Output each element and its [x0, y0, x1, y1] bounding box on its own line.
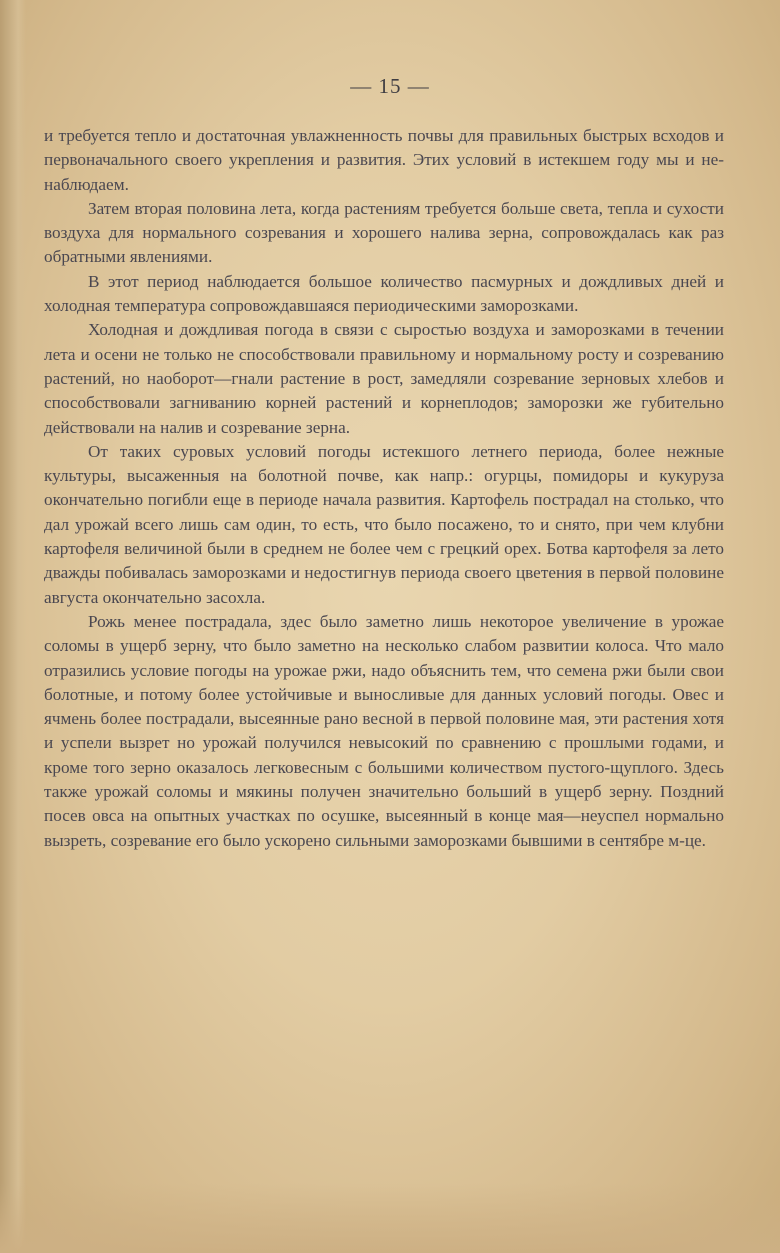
paragraph-cold-weather: Холодная и дождливая погода в связи с сыростью воздуха и заморозками в течении лета и осени не только не способствовали правильному и нормальному росту и созреванию растений, но наоборот—гнали растение в рост, замедляли созревание зерновых хлебов и способствовали загниванию корней растений и корнеплодов; заморозки же губительно действовали на налив и созревание зерна. [44, 320, 724, 437]
paragraph-continuation: и требуется тепло и достаточная увлажненность почвы для правильных быстрых всходов и первоначального своего укрепления и развития. Этих условий в истекшем году мы и не-наблюдаем. [44, 126, 724, 194]
paragraph-rye-oats-barley: Рожь менее пострадала, здес было заметно лишь некоторое увеличение в урожае соломы в ущерб зерну, что было заметно на несколько слабом развитии колоса. Что мало отразились условие погоды на урожае ржи, надо объяснить тем, что семена ржи были свои болотные, и потому более устойчивые и выносливые для данных условий погоды. Овес и ячмень более пострадали, высеянные рано весной в первой половине мая, эти растения хотя и успели вызрет но урожай получился невысокий по сравнению с прошлыми годами, и кроме того зерно оказалось легковесным с большими количеством пустого-щуплого. Здесь также урожай соломы и мякины получен значительно больший в ущерб зерну. Поздний посев овса на опытных участках по осушке, высеянный в конце мая—неуспел нормально вызреть, созревание его было ускорено сильными заморозками бывшими в сентябре м-це. [44, 611, 724, 850]
page-bottom-edge [0, 1183, 780, 1253]
paragraph-crop-damage: От таких суровых условий погоды истекшого летнего периода, более нежные культуры, высаженныя на болотной почве, как напр.: огурцы, помидоры и кукуруза окончательно погибли еще в периоде начала развития. Картофель пострадал на столько, что дал урожай всего лишь сам один, то есть, что было посажено, то и снято, при чем клубни картофеля величиной были в среднем не более чем с грецкий орех. Ботва картофеля за лето дважды побивалась заморозками и недостигнув периода своего цветения в первой половине августа окончательно засохла. [44, 441, 724, 607]
page-number: — 15 — [350, 74, 430, 98]
paragraph-second-half-summer: Затем вторая половина лета, когда растениям требуется больше света, тепла и сухости воздуха для нормального созревания и хорошего налива зерна, сопровождалась как раз обратными явлениями. [44, 198, 724, 267]
body-text [44, 124, 724, 853]
book-spine-shadow [0, 0, 26, 1253]
paragraph-cloudy-days: В этот период наблюдается большое количество пасмурных и дождливых дней и холодная температура сопровождавшаяся периодическими заморозками. [44, 271, 724, 316]
